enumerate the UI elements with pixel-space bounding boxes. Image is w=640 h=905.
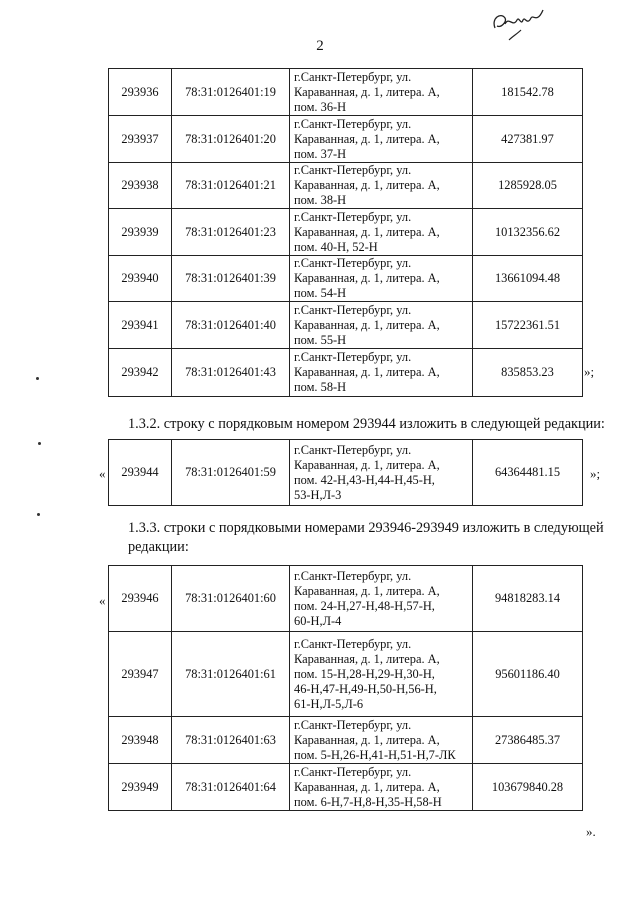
address-line: пом. 55-Н [294,332,347,347]
table-row [109,632,583,717]
margin-dot [37,513,40,516]
address-cell [290,632,473,717]
address-line: г.Санкт-Петербург, ул. [294,717,412,732]
address-line: пом. 38-Н [294,193,347,207]
address-line: г.Санкт-Петербург, ул. [294,636,412,651]
value-cell: 103679840.28 [473,764,583,811]
cadastral-number-cell: 78:31:0126401:40 [172,302,290,349]
row-number-cell: 293947 [109,632,172,717]
table-1-closing-quote: »; [584,364,595,379]
address-line: г.Санкт-Петербург, ул. [294,302,412,317]
value-cell: 1285928.05 [473,163,583,209]
address-cell [290,717,473,764]
value-cell: 64364481.15 [473,440,583,506]
address-cell [290,69,473,116]
paragraph-1-3-3-line-1: 1.3.3. строки с порядковыми номерами 293946-293949 изложить в следующей [128,520,604,536]
table-row [109,209,583,256]
table-row [109,163,583,209]
address-line: Караванная, д. 1, литера. А, [294,583,440,598]
table-row [109,69,583,116]
address-line: 46-Н,47-Н,49-Н,50-Н,56-Н, [294,681,437,696]
address-line: г.Санкт-Петербург, ул. [294,69,412,84]
cadastral-number-cell: 78:31:0126401:21 [172,163,290,209]
cadastral-number-cell: 78:31:0126401:64 [172,764,290,811]
row-number-cell: 293944 [109,440,172,506]
cadastral-number-cell: 78:31:0126401:20 [172,116,290,163]
address-line: г.Санкт-Петербург, ул. [294,163,412,177]
value-cell: 13661094.48 [473,256,583,302]
address-line: Караванная, д. 1, литера. А, [294,317,440,332]
address-line: г.Санкт-Петербург, ул. [294,764,412,779]
address-line: Караванная, д. 1, литера. А, [294,365,440,379]
address-line: г.Санкт-Петербург, ул. [294,256,412,270]
address-line: пом. 24-Н,27-Н,48-Н,57-Н, [294,598,435,613]
table-row [109,116,583,163]
cadastral-number-cell: 78:31:0126401:61 [172,632,290,717]
cadastral-number-cell: 78:31:0126401:60 [172,566,290,632]
row-number-cell: 293941 [109,302,172,349]
address-cell [290,440,473,506]
address-line: пом. 40-Н, 52-Н [294,239,378,254]
address-line: г.Санкт-Петербург, ул. [294,116,412,131]
paragraph-1-3-2: 1.3.2. строку с порядковым номером 293944 изложить в следующей редакции: [128,416,605,432]
cadastral-number-cell: 78:31:0126401:39 [172,256,290,302]
address-line: пом. 15-Н,28-Н,29-Н,30-Н, [294,666,435,681]
margin-dot [36,377,39,380]
address-line: пом. 5-Н,26-Н,41-Н,51-Н,7-ЛК [294,747,456,762]
address-line: пом. 6-Н,7-Н,8-Н,35-Н,58-Н [294,794,442,809]
row-number-cell: 293937 [109,116,172,163]
address-cell [290,566,473,632]
address-line: Караванная, д. 1, литера. А, [294,84,440,99]
table-row [109,440,583,506]
address-line: Караванная, д. 1, литера. А, [294,732,440,747]
address-line: 61-Н,Л-5,Л-6 [294,696,364,711]
table-3 [108,565,583,811]
address-line: пом. 54-Н [294,286,347,300]
row-number-cell: 293939 [109,209,172,256]
address-line: г.Санкт-Петербург, ул. [294,442,412,457]
cadastral-number-cell: 78:31:0126401:19 [172,69,290,116]
table-1 [108,68,583,397]
cadastral-number-cell: 78:31:0126401:23 [172,209,290,256]
address-cell [290,302,473,349]
row-number-cell: 293946 [109,566,172,632]
value-cell: 15722361.51 [473,302,583,349]
value-cell: 94818283.14 [473,566,583,632]
address-line: Караванная, д. 1, литера. А, [294,224,440,239]
address-line: пом. 36-Н [294,99,347,114]
cadastral-number-cell: 78:31:0126401:63 [172,717,290,764]
cadastral-number-cell: 78:31:0126401:43 [172,349,290,397]
row-number-cell: 293938 [109,163,172,209]
address-cell [290,163,473,209]
row-number-cell: 293949 [109,764,172,811]
address-cell [290,349,473,397]
address-line: 53-Н,Л-3 [294,487,342,502]
address-line: пом. 42-Н,43-Н,44-Н,45-Н, [294,472,435,487]
address-cell [290,209,473,256]
row-number-cell: 293942 [109,349,172,397]
address-cell [290,256,473,302]
value-cell: 181542.78 [473,69,583,116]
address-cell [290,116,473,163]
address-cell [290,764,473,811]
address-line: г.Санкт-Петербург, ул. [294,350,412,364]
address-line: г.Санкт-Петербург, ул. [294,209,412,224]
address-line: 60-Н,Л-4 [294,613,342,628]
table-row [109,764,583,811]
value-cell: 427381.97 [473,116,583,163]
address-line: Караванная, д. 1, литера. А, [294,651,440,666]
margin-dot [38,442,41,445]
table-row [109,349,583,397]
table-row [109,302,583,349]
address-line: Караванная, д. 1, литера. А, [294,271,440,285]
table-row [109,256,583,302]
table-row [109,566,583,632]
table-2 [108,439,583,506]
value-cell: 27386485.37 [473,717,583,764]
address-line: Караванная, д. 1, литера. А, [294,457,440,472]
table-2-closing-quote: »; [590,466,601,481]
value-cell: 95601186.40 [473,632,583,717]
address-line: пом. 58-Н [294,380,347,394]
row-number-cell: 293940 [109,256,172,302]
cadastral-number-cell: 78:31:0126401:59 [172,440,290,506]
value-cell: 835853.23 [473,349,583,397]
page-number: 2 [316,38,324,54]
address-line: г.Санкт-Петербург, ул. [294,568,412,583]
table-3-closing-quote: ». [586,824,596,839]
table-row [109,717,583,764]
address-line: Караванная, д. 1, литера. А, [294,779,440,794]
value-cell: 10132356.62 [473,209,583,256]
row-number-cell: 293948 [109,717,172,764]
address-line: Караванная, д. 1, литера. А, [294,131,440,146]
address-line: пом. 37-Н [294,146,347,161]
address-line: Караванная, д. 1, литера. А, [294,178,440,192]
paragraph-1-3-3-line-2: редакции: [128,539,189,555]
table-3-opening-quote: « [99,593,106,608]
row-number-cell: 293936 [109,69,172,116]
table-2-opening-quote: « [99,466,106,481]
